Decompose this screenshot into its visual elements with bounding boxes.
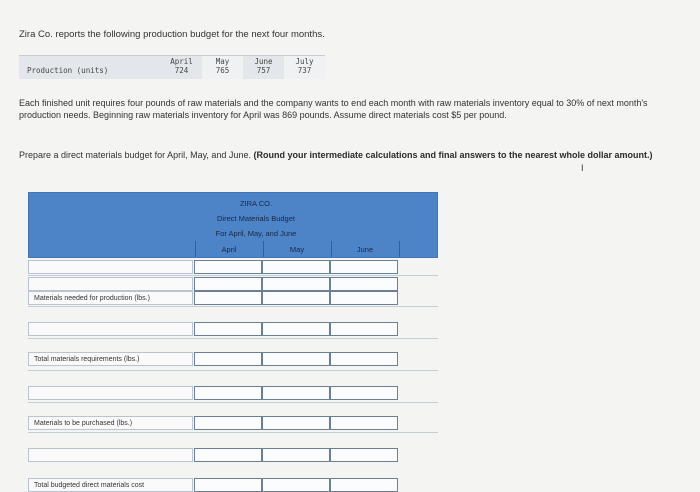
amount-input-may[interactable] [262,416,330,430]
instruction-text [19,150,679,162]
month-value: 757 [256,66,271,75]
amount-input-april[interactable] [194,277,262,291]
production-label: Production (units) [19,55,161,79]
month-name: June [254,57,273,66]
row-label[interactable] [28,322,193,336]
column-divider [399,241,400,257]
row-separator [28,432,438,433]
month-value: 737 [297,66,312,75]
column-header-april: April [221,245,237,254]
row-separator [28,402,438,403]
month-name: July [295,57,314,66]
amount-input-may[interactable] [262,386,330,400]
amount-input-april[interactable] [194,478,262,492]
row-separator [28,306,438,307]
amount-input-may[interactable] [262,277,330,291]
text-cursor: I [581,163,584,173]
month-may [202,55,243,79]
row-label: Total budgeted direct materials cost [28,478,193,492]
month-july [284,55,325,79]
row-label[interactable] [28,448,193,462]
row-separator [28,275,438,276]
amount-input-june[interactable] [330,352,398,366]
month-june [243,55,284,79]
amount-input-may[interactable] [262,448,330,462]
direct-materials-budget [28,192,438,489]
row-label: Total materials requirements (lbs.) [28,352,193,366]
amount-input-april[interactable] [194,448,262,462]
row-label[interactable] [28,260,193,274]
amount-input-june[interactable] [330,260,398,274]
row-label[interactable] [28,277,193,291]
row-label[interactable] [28,386,193,400]
amount-input-june[interactable] [330,291,398,305]
amount-input-june[interactable] [330,322,398,336]
instruction-bold: (Round your intermediate calculations and final answers to the nearest whole dollar amount.) [253,150,653,160]
instruction-main: Prepare a direct materials budget for April, May, and June. [19,150,251,160]
month-name: May [215,57,230,66]
amount-input-april[interactable] [194,352,262,366]
amount-input-april[interactable] [194,386,262,400]
budget-company: ZIRA CO. [239,199,273,208]
budget-title: Direct Materials Budget [217,214,295,223]
intro-text: Zira Co. reports the following production budget for the next four months. [19,29,325,40]
production-budget-table [19,55,331,79]
column-header-may: May [289,245,305,254]
amount-input-may[interactable] [262,478,330,492]
amount-input-april[interactable] [194,291,262,305]
amount-input-april[interactable] [194,416,262,430]
amount-input-may[interactable] [262,352,330,366]
amount-input-june[interactable] [330,416,398,430]
problem-paragraph: Each finished unit requires four pounds of raw materials and the company wants to end each month with raw materials inventory equal to 30% of next month's production needs. Beginning raw materials inventory for April was 869 pounds. Assume direct materials cost $5 per pound. [19,98,648,120]
row-label: Materials to be purchased (lbs.) [28,416,193,430]
budget-period: For April, May, and June [215,229,297,238]
amount-input-june[interactable] [330,386,398,400]
amount-input-june[interactable] [330,448,398,462]
amount-input-may[interactable] [262,260,330,274]
amount-input-june[interactable] [330,478,398,492]
month-value: 765 [215,66,230,75]
column-header-june: June [356,245,374,254]
row-separator [28,370,438,371]
budget-header [28,192,438,258]
month-name: April [170,57,193,66]
amount-input-april[interactable] [194,260,262,274]
row-separator [28,338,438,339]
month-value: 724 [174,66,189,75]
amount-input-may[interactable] [262,322,330,336]
amount-input-may[interactable] [262,291,330,305]
row-label: Materials needed for production (lbs.) [28,291,193,305]
amount-input-april[interactable] [194,322,262,336]
month-april [161,55,202,79]
amount-input-june[interactable] [330,277,398,291]
production-row [19,55,331,79]
